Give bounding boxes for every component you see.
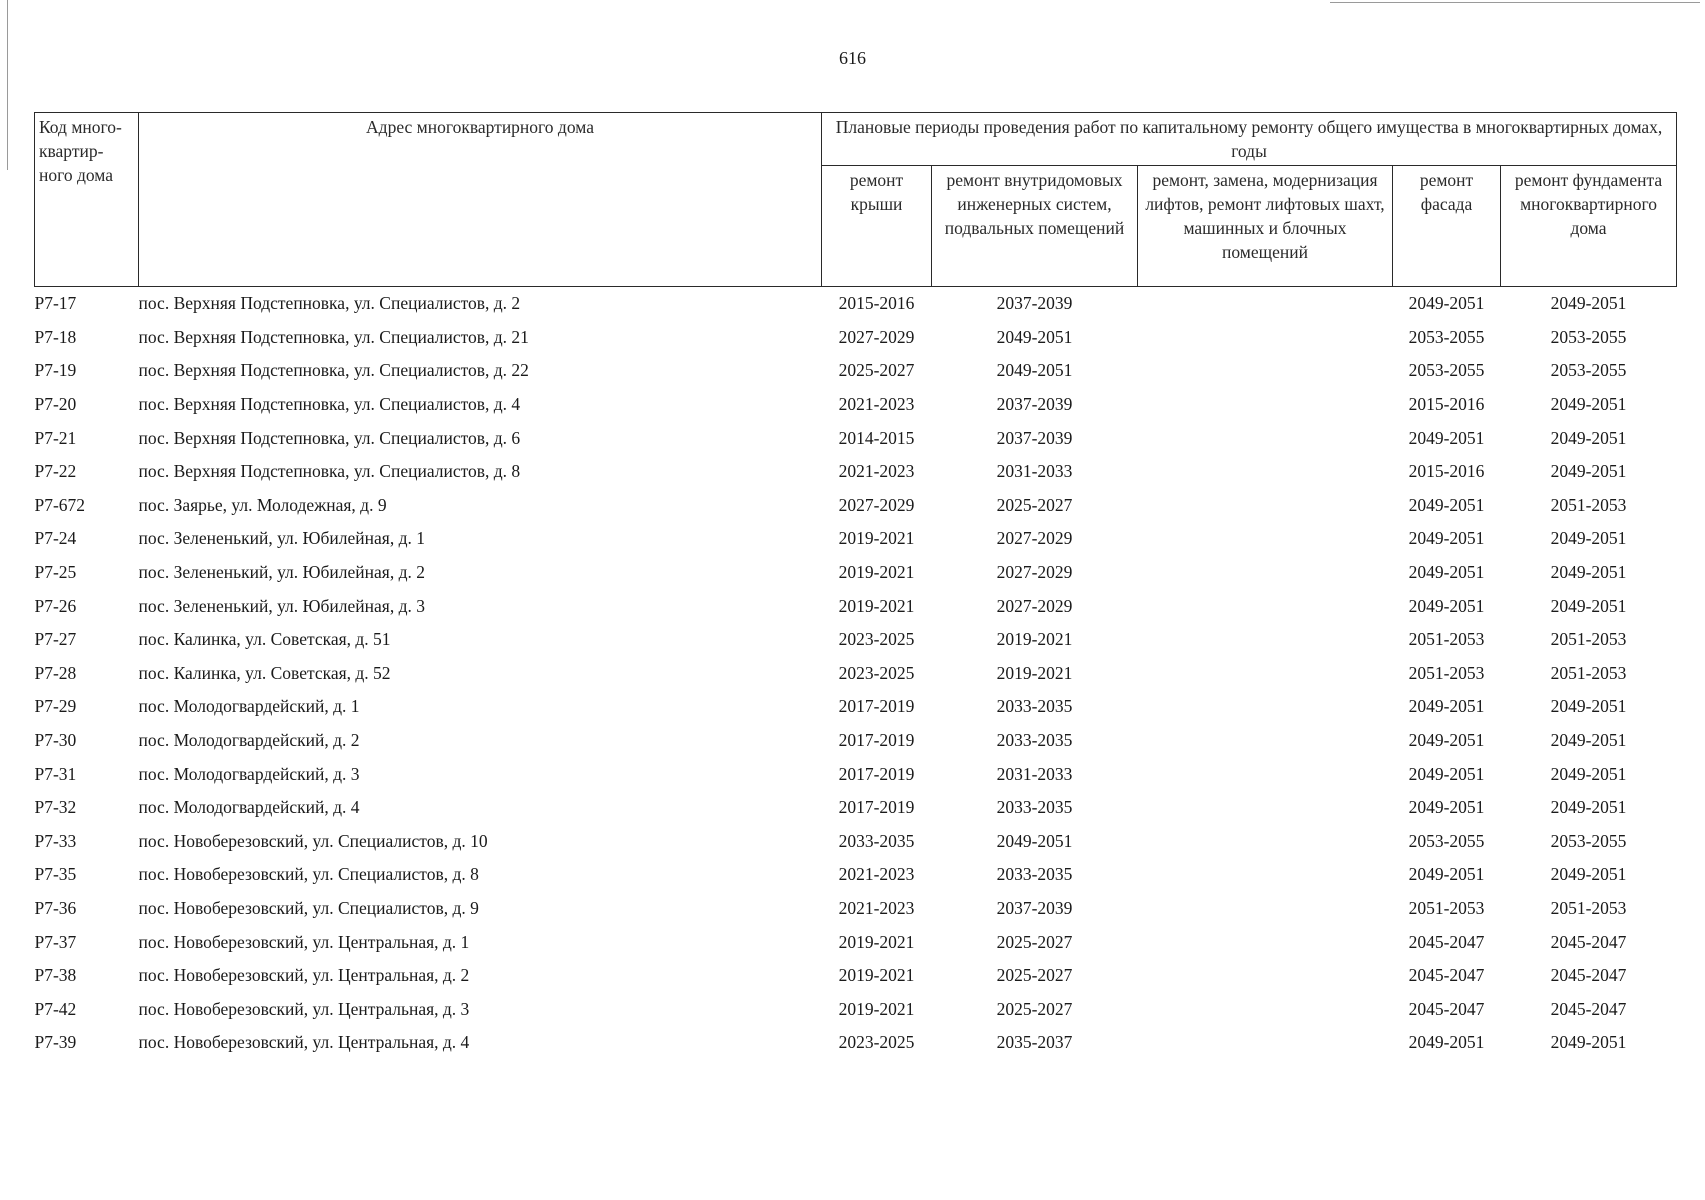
table-row <box>35 757 1677 791</box>
cell-code: Р7-38 <box>34 965 77 986</box>
cell-elevators <box>1138 321 1393 355</box>
cell-address: пос. Молодогвардейский, д. 2 <box>138 730 360 751</box>
cell-facade: 2053-2055 <box>1408 830 1485 851</box>
table-row <box>35 489 1677 523</box>
cell-elevators <box>1138 388 1393 422</box>
cell-code: Р7-31 <box>34 763 77 784</box>
cell-roof: 2017-2019 <box>838 763 915 784</box>
cell-facade: 2049-2051 <box>1408 494 1485 515</box>
table-row <box>35 892 1677 926</box>
cell-engineering: 2035-2037 <box>996 1032 1073 1053</box>
cell-code: Р7-25 <box>34 562 77 583</box>
cell-roof: 2019-2021 <box>838 595 915 616</box>
cell-elevators <box>1138 791 1393 825</box>
cell-elevators <box>1138 1026 1393 1060</box>
cell-elevators <box>1138 556 1393 590</box>
cell-roof: 2027-2029 <box>838 326 915 347</box>
table-row <box>35 825 1677 859</box>
cell-foundation: 2051-2053 <box>1550 897 1627 918</box>
cell-roof: 2019-2021 <box>838 931 915 952</box>
cell-foundation: 2053-2055 <box>1550 326 1627 347</box>
cell-facade: 2049-2051 <box>1408 730 1485 751</box>
cell-foundation: 2049-2051 <box>1550 293 1627 314</box>
cell-address: пос. Верхняя Подстепновка, ул. Специалистов, д. 6 <box>138 427 521 448</box>
cell-roof: 2021-2023 <box>838 897 915 918</box>
cell-facade: 2051-2053 <box>1408 662 1485 683</box>
cell-facade: 2049-2051 <box>1408 696 1485 717</box>
cell-address: пос. Новоберезовский, ул. Специалистов, д. 9 <box>138 897 479 918</box>
header-address: Адрес многоквартирного дома <box>139 113 822 287</box>
cell-foundation: 2049-2051 <box>1550 1032 1627 1053</box>
cell-foundation: 2049-2051 <box>1550 394 1627 415</box>
cell-engineering: 2033-2035 <box>996 864 1073 885</box>
cell-code: Р7-28 <box>34 662 77 683</box>
table-row <box>35 1026 1677 1060</box>
cell-facade: 2045-2047 <box>1408 965 1485 986</box>
header-facade: ремонт фасада <box>1393 166 1501 287</box>
cell-roof: 2027-2029 <box>838 494 915 515</box>
cell-facade: 2049-2051 <box>1408 797 1485 818</box>
cell-address: пос. Верхняя Подстепновка, ул. Специалистов, д. 4 <box>138 394 521 415</box>
cell-engineering: 2037-2039 <box>996 427 1073 448</box>
cell-code: Р7-672 <box>34 494 86 515</box>
table-row <box>35 421 1677 455</box>
cell-engineering: 2019-2021 <box>996 662 1073 683</box>
cell-engineering: 2033-2035 <box>996 696 1073 717</box>
table-row <box>35 623 1677 657</box>
cell-foundation: 2049-2051 <box>1550 427 1627 448</box>
cell-address: пос. Верхняя Подстепновка, ул. Специалистов, д. 22 <box>138 360 529 381</box>
cell-address: пос. Новоберезовский, ул. Специалистов, д. 10 <box>138 830 488 851</box>
table-row <box>35 992 1677 1026</box>
cell-facade: 2049-2051 <box>1408 864 1485 885</box>
cell-foundation: 2051-2053 <box>1550 494 1627 515</box>
header-periods: Плановые периоды проведения работ по капитальному ремонту общего имущества в многоквартирных домах, годы <box>822 113 1677 166</box>
cell-engineering: 2025-2027 <box>996 494 1073 515</box>
scan-edge-left <box>7 0 8 170</box>
table-row <box>35 925 1677 959</box>
table-row <box>35 388 1677 422</box>
cell-code: Р7-39 <box>34 1032 77 1053</box>
page-number: 616 <box>839 48 866 68</box>
header-roof: ремонт крыши <box>822 166 932 287</box>
cell-roof: 2023-2025 <box>838 662 915 683</box>
cell-foundation: 2051-2053 <box>1550 662 1627 683</box>
cell-engineering: 2025-2027 <box>996 998 1073 1019</box>
table-row <box>35 791 1677 825</box>
cell-roof: 2023-2025 <box>838 629 915 650</box>
cell-code: Р7-17 <box>34 293 77 314</box>
cell-facade: 2051-2053 <box>1408 629 1485 650</box>
cell-code: Р7-27 <box>34 629 77 650</box>
cell-engineering: 2027-2029 <box>996 595 1073 616</box>
cell-address: пос. Зелененький, ул. Юбилейная, д. 2 <box>138 562 425 583</box>
cell-roof: 2017-2019 <box>838 730 915 751</box>
cell-address: пос. Новоберезовский, ул. Центральная, д. 4 <box>138 1032 470 1053</box>
cell-engineering: 2037-2039 <box>996 394 1073 415</box>
cell-code: Р7-26 <box>34 595 77 616</box>
cell-code: Р7-35 <box>34 864 77 885</box>
cell-engineering: 2027-2029 <box>996 562 1073 583</box>
cell-code: Р7-32 <box>34 797 77 818</box>
cell-engineering: 2049-2051 <box>996 360 1073 381</box>
cell-foundation: 2049-2051 <box>1550 562 1627 583</box>
header-foundation: ремонт фундамента многоквартирного дома <box>1501 166 1677 287</box>
cell-engineering: 2027-2029 <box>996 528 1073 549</box>
cell-code: Р7-24 <box>34 528 77 549</box>
scan-edge-top <box>1330 2 1700 3</box>
table-row <box>35 858 1677 892</box>
cell-engineering: 2033-2035 <box>996 797 1073 818</box>
cell-roof: 2017-2019 <box>838 696 915 717</box>
cell-address: пос. Заярье, ул. Молодежная, д. 9 <box>138 494 387 515</box>
cell-code: Р7-42 <box>34 998 77 1019</box>
cell-address: пос. Новоберезовский, ул. Специалистов, д. 8 <box>138 864 479 885</box>
cell-facade: 2049-2051 <box>1408 562 1485 583</box>
cell-elevators <box>1138 959 1393 993</box>
cell-engineering: 2025-2027 <box>996 965 1073 986</box>
cell-address: пос. Верхняя Подстепновка, ул. Специалистов, д. 8 <box>138 461 521 482</box>
cell-foundation: 2053-2055 <box>1550 830 1627 851</box>
cell-code: Р7-20 <box>34 394 77 415</box>
cell-code: Р7-22 <box>34 461 77 482</box>
cell-engineering: 2033-2035 <box>996 730 1073 751</box>
cell-foundation: 2049-2051 <box>1550 696 1627 717</box>
cell-roof: 2021-2023 <box>838 864 915 885</box>
cell-address: пос. Зелененький, ул. Юбилейная, д. 3 <box>138 595 425 616</box>
cell-facade: 2051-2053 <box>1408 897 1485 918</box>
cell-foundation: 2049-2051 <box>1550 595 1627 616</box>
cell-foundation: 2049-2051 <box>1550 730 1627 751</box>
cell-elevators <box>1138 858 1393 892</box>
cell-roof: 2033-2035 <box>838 830 915 851</box>
cell-elevators <box>1138 354 1393 388</box>
cell-facade: 2045-2047 <box>1408 931 1485 952</box>
cell-code: Р7-21 <box>34 427 77 448</box>
cell-roof: 2015-2016 <box>838 293 915 314</box>
table-body <box>35 287 1677 1060</box>
cell-roof: 2014-2015 <box>838 427 915 448</box>
cell-roof: 2019-2021 <box>838 528 915 549</box>
cell-elevators <box>1138 892 1393 926</box>
cell-foundation: 2049-2051 <box>1550 528 1627 549</box>
cell-roof: 2017-2019 <box>838 797 915 818</box>
cell-elevators <box>1138 589 1393 623</box>
table-row <box>35 321 1677 355</box>
cell-address: пос. Новоберезовский, ул. Центральная, д. 1 <box>138 931 470 952</box>
cell-engineering: 2025-2027 <box>996 931 1073 952</box>
cell-elevators <box>1138 287 1393 321</box>
table-row <box>35 690 1677 724</box>
cell-code: Р7-29 <box>34 696 77 717</box>
cell-elevators <box>1138 657 1393 691</box>
cell-address: пос. Молодогвардейский, д. 1 <box>138 696 360 717</box>
cell-facade: 2053-2055 <box>1408 360 1485 381</box>
cell-address: пос. Молодогвардейский, д. 4 <box>138 797 360 818</box>
table-row <box>35 287 1677 321</box>
cell-elevators <box>1138 825 1393 859</box>
cell-facade: 2015-2016 <box>1408 461 1485 482</box>
cell-roof: 2019-2021 <box>838 965 915 986</box>
cell-code: Р7-36 <box>34 897 77 918</box>
table-row <box>35 522 1677 556</box>
cell-elevators <box>1138 925 1393 959</box>
cell-code: Р7-18 <box>34 326 77 347</box>
table-row <box>35 724 1677 758</box>
cell-code: Р7-33 <box>34 830 77 851</box>
cell-engineering: 2031-2033 <box>996 763 1073 784</box>
cell-foundation: 2049-2051 <box>1550 864 1627 885</box>
header-elevators: ремонт, замена, модернизация лифтов, ремонт лифтовых шахт, машинных и блочных помещений <box>1138 166 1393 287</box>
table-row <box>35 556 1677 590</box>
cell-facade: 2049-2051 <box>1408 1032 1485 1053</box>
cell-foundation: 2045-2047 <box>1550 998 1627 1019</box>
cell-address: пос. Зелененький, ул. Юбилейная, д. 1 <box>138 528 425 549</box>
capital-repair-plan-table <box>34 112 1677 1060</box>
cell-engineering: 2037-2039 <box>996 897 1073 918</box>
table-row <box>35 959 1677 993</box>
cell-address: пос. Верхняя Подстепновка, ул. Специалистов, д. 2 <box>138 293 521 314</box>
cell-elevators <box>1138 455 1393 489</box>
cell-elevators <box>1138 421 1393 455</box>
cell-elevators <box>1138 522 1393 556</box>
cell-facade: 2015-2016 <box>1408 394 1485 415</box>
header-code: Код много-квартир-ного дома <box>35 113 139 287</box>
cell-elevators <box>1138 757 1393 791</box>
cell-address: пос. Верхняя Подстепновка, ул. Специалистов, д. 21 <box>138 326 529 347</box>
cell-engineering: 2019-2021 <box>996 629 1073 650</box>
cell-elevators <box>1138 489 1393 523</box>
cell-engineering: 2049-2051 <box>996 830 1073 851</box>
cell-foundation: 2051-2053 <box>1550 629 1627 650</box>
cell-roof: 2021-2023 <box>838 461 915 482</box>
cell-roof: 2019-2021 <box>838 562 915 583</box>
cell-address: пос. Новоберезовский, ул. Центральная, д. 3 <box>138 998 470 1019</box>
cell-address: пос. Молодогвардейский, д. 3 <box>138 763 360 784</box>
header-engineering: ремонт внутридомовых инженерных систем, подвальных помещений <box>932 166 1138 287</box>
cell-engineering: 2031-2033 <box>996 461 1073 482</box>
cell-elevators <box>1138 690 1393 724</box>
cell-elevators <box>1138 992 1393 1026</box>
table-header <box>35 113 1677 287</box>
cell-foundation: 2045-2047 <box>1550 931 1627 952</box>
cell-address: пос. Новоберезовский, ул. Центральная, д. 2 <box>138 965 470 986</box>
cell-elevators <box>1138 623 1393 657</box>
cell-roof: 2021-2023 <box>838 394 915 415</box>
cell-foundation: 2053-2055 <box>1550 360 1627 381</box>
cell-facade: 2049-2051 <box>1408 427 1485 448</box>
cell-code: Р7-37 <box>34 931 77 952</box>
cell-facade: 2049-2051 <box>1408 293 1485 314</box>
cell-roof: 2019-2021 <box>838 998 915 1019</box>
cell-facade: 2049-2051 <box>1408 763 1485 784</box>
cell-engineering: 2049-2051 <box>996 326 1073 347</box>
cell-code: Р7-19 <box>34 360 77 381</box>
cell-elevators <box>1138 724 1393 758</box>
cell-facade: 2049-2051 <box>1408 528 1485 549</box>
table-row <box>35 589 1677 623</box>
cell-foundation: 2049-2051 <box>1550 763 1627 784</box>
cell-foundation: 2049-2051 <box>1550 797 1627 818</box>
cell-engineering: 2037-2039 <box>996 293 1073 314</box>
cell-facade: 2053-2055 <box>1408 326 1485 347</box>
cell-roof: 2023-2025 <box>838 1032 915 1053</box>
table-row <box>35 455 1677 489</box>
cell-foundation: 2045-2047 <box>1550 965 1627 986</box>
table-row <box>35 657 1677 691</box>
cell-facade: 2045-2047 <box>1408 998 1485 1019</box>
cell-facade: 2049-2051 <box>1408 595 1485 616</box>
cell-code: Р7-30 <box>34 730 77 751</box>
cell-address: пос. Калинка, ул. Советская, д. 51 <box>138 629 391 650</box>
cell-foundation: 2049-2051 <box>1550 461 1627 482</box>
table-row <box>35 354 1677 388</box>
cell-roof: 2025-2027 <box>838 360 915 381</box>
cell-address: пос. Калинка, ул. Советская, д. 52 <box>138 662 391 683</box>
